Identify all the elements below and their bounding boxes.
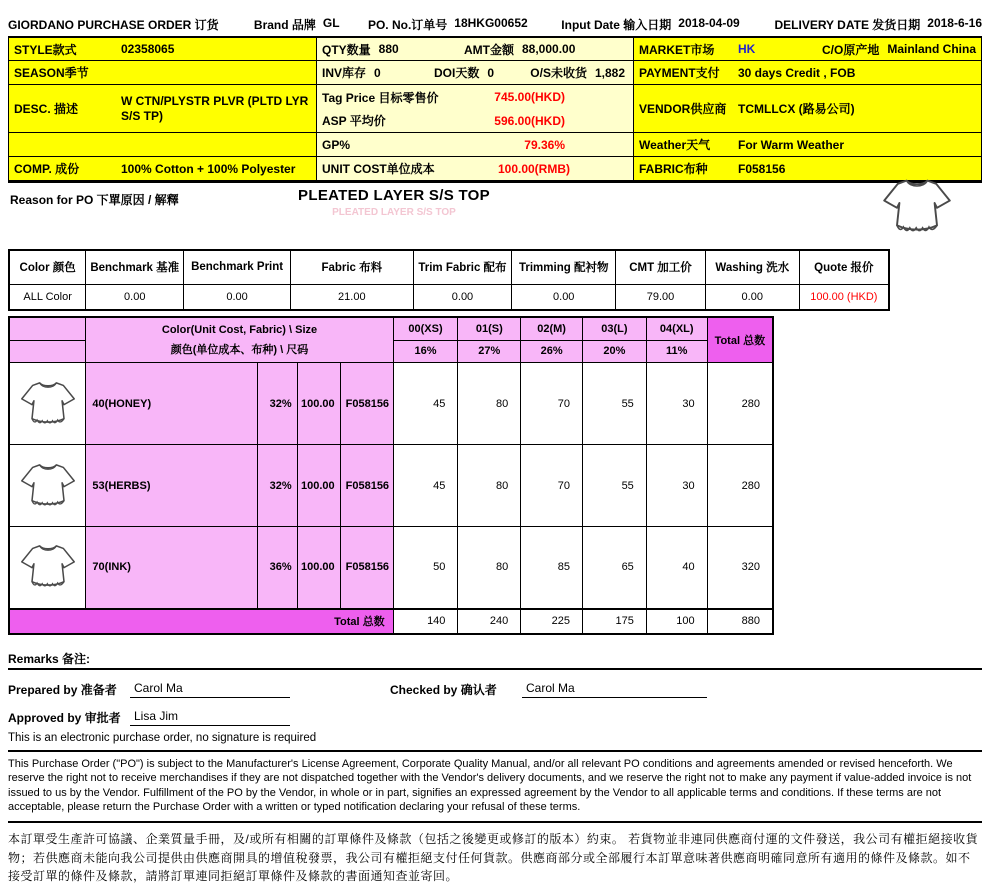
qty-xl: 30: [646, 445, 707, 527]
doi-value: 0: [487, 65, 495, 80]
washing-value: 0.00: [705, 284, 799, 310]
quote-color-cell: ALL Color: [9, 284, 86, 310]
qty-amt-cell: [316, 38, 634, 61]
delivery-date-value: 2018-6-16: [927, 15, 982, 30]
vendor-value: TCMLLCX (路易公司): [733, 85, 981, 133]
electronic-po-note: This is an electronic purchase order, no signature is required: [8, 731, 317, 744]
qty-xs: 45: [393, 445, 458, 527]
color-pct: 32%: [257, 363, 297, 445]
ratio-m: 26%: [521, 340, 583, 362]
gp-cell: [316, 133, 634, 157]
payment-value: 30 days Credit , FOB: [733, 61, 981, 85]
market-value: HK: [738, 42, 756, 56]
size-header-l: 03(L): [583, 317, 647, 340]
ink-shirt-image: [9, 527, 86, 609]
po-number-label: PO. No.订单号: [367, 17, 448, 32]
unit-cost-label: UNIT COST单位成本: [322, 162, 435, 176]
remarks-label: Remarks 备注:: [8, 651, 91, 666]
honey-shirt-image: [9, 363, 86, 445]
row-total: 280: [707, 445, 773, 527]
herbs-shirt-image: [9, 445, 86, 527]
qty-m: 70: [521, 445, 583, 527]
divider: [8, 821, 982, 823]
amt-value: 88,000.00: [522, 42, 576, 56]
gp-label: GP%: [322, 137, 351, 152]
checked-by-value: Carol Ma: [522, 681, 707, 698]
product-title-ghost: PLEATED LAYER S/S TOP: [332, 207, 456, 218]
divider: [8, 750, 982, 752]
asp-label: ASP 平均价: [322, 114, 386, 128]
empty-yellow-cell: [9, 133, 316, 157]
qty-xl: 40: [646, 527, 707, 609]
market-co-cell: [733, 38, 981, 61]
amt-label: AMT金额: [464, 42, 514, 57]
color-name: 70(INK): [86, 527, 257, 609]
tshirt-sketch-icon: [16, 541, 80, 593]
co-label: C/O原产地: [821, 42, 880, 57]
weather-label: Weather天气: [634, 133, 733, 157]
trim-fabric-value: 0.00: [413, 284, 512, 310]
color-size-header-zh: 颜色(单位成本、布种) \ 尺码: [170, 344, 309, 356]
grand-total: 880: [707, 609, 773, 634]
qty-l: 55: [583, 445, 647, 527]
row-total: 280: [707, 363, 773, 445]
color-fabric: F058156: [340, 527, 393, 609]
total-column-header: Total 总数: [707, 317, 773, 363]
prepared-by-value: Carol Ma: [130, 681, 290, 698]
approved-row: [8, 700, 982, 726]
fabric-label: FABRIC布种: [634, 157, 733, 181]
image-column-header: [9, 317, 86, 340]
size-header-s: 01(S): [458, 317, 521, 340]
qty-l: 55: [583, 363, 647, 445]
document-header: [8, 12, 982, 36]
image-column-subheader: [9, 340, 86, 362]
delivery-date-label: DELIVERY DATE 发货日期: [774, 17, 921, 32]
size-breakdown-table: [8, 316, 774, 635]
qty-m: 70: [521, 363, 583, 445]
tshirt-sketch-icon: [876, 175, 958, 239]
ratio-s: 27%: [458, 340, 521, 362]
comp-value: 100% Cotton + 100% Polyester: [116, 157, 316, 181]
brand-value: GL: [322, 15, 340, 30]
col-header-trimming: Trimming 配衬物: [512, 250, 616, 284]
col-header-trim-fabric: Trim Fabric 配布: [413, 250, 512, 284]
ratio-xs: 16%: [393, 340, 458, 362]
qty-s: 80: [458, 363, 521, 445]
vendor-label: VENDOR供应商: [634, 85, 733, 133]
color-unit-cost: 100.00: [297, 363, 340, 445]
ratio-xl: 11%: [646, 340, 707, 362]
color-size-header: [86, 317, 393, 363]
color-row-honey: [9, 363, 773, 445]
asp-cell: [316, 109, 634, 133]
total-s: 240: [458, 609, 521, 634]
color-name: 40(HONEY): [86, 363, 257, 445]
total-xl: 100: [646, 609, 707, 634]
gp-value: 79.36%: [524, 137, 565, 152]
color-size-header-en: Color(Unit Cost, Fabric) \ Size: [161, 324, 318, 336]
divider: [8, 668, 982, 670]
fabric-value: F058156: [733, 157, 981, 181]
qty-xs: 45: [393, 363, 458, 445]
size-header-xl: 04(XL): [646, 317, 707, 340]
qty-xl: 30: [646, 363, 707, 445]
size-header-xs: 00(XS): [393, 317, 458, 340]
color-row-ink: [9, 527, 773, 609]
qty-value: 880: [378, 42, 399, 56]
unit-cost-value: 100.00(RMB): [497, 161, 570, 176]
order-info-grid: [8, 36, 982, 183]
style-value: 02358065: [116, 38, 316, 61]
comp-label: COMP. 成份: [9, 157, 116, 181]
tshirt-sketch-icon: [16, 378, 80, 430]
qty-s: 80: [458, 445, 521, 527]
desc-value: W CTN/PLYSTR PLVR (PLTD LYR S/S TP): [116, 85, 316, 133]
totals-row: [9, 609, 773, 634]
brand-label: Brand 品牌: [253, 17, 316, 32]
reason-for-po-label: Reason for PO 下單原因 / 解釋: [10, 193, 179, 207]
size-header-row-1: [9, 317, 773, 340]
col-header-quote: Quote 报价: [799, 250, 889, 284]
desc-label: DESC. 描述: [9, 85, 116, 133]
asp-value: 596.00(HKD): [494, 113, 565, 128]
quote-value: 100.00 (HKD): [799, 284, 889, 310]
season-label: SEASON季节: [9, 61, 316, 85]
tag-price-label: Tag Price 目标零售价: [322, 90, 439, 105]
approved-by-value: Lisa Jim: [130, 709, 290, 726]
style-label: STYLE款式: [9, 38, 116, 61]
col-header-benchmark-print: Benchmark Print: [184, 250, 291, 284]
prepared-checked-row: [8, 672, 982, 698]
row-total: 320: [707, 527, 773, 609]
po-number-value: 18HKG00652: [454, 15, 528, 30]
input-date-label: Input Date 输入日期: [561, 17, 672, 32]
trimming-value: 0.00: [512, 284, 616, 310]
terms-chinese: 本訂單受生產許可協議、企業質量手冊，及/或所有相關的訂單條件及條款（包括之後變更或修訂的版本）約束。 若貨物並非連同供應商付運的文件發送，我公司有權拒絕接收貨物；若供應商未能向我公司提供由供應商開具的增值稅發票，我公司有權拒絕支付任何貨款。供應商部分或全部履行本訂單意味著供應商明確同意所有適用的條件及條款。如不接受訂單的條件及條款，請將訂單連同拒絕訂單條件及條款的書面通知查並寄回。: [8, 832, 979, 884]
reason-row: [8, 183, 982, 249]
col-header-washing: Washing 洗水: [705, 250, 799, 284]
totals-label: Total 总数: [9, 609, 393, 634]
tshirt-sketch-icon: [16, 460, 80, 512]
tag-price-value: 745.00(HKD): [494, 90, 565, 104]
cmt-value: 79.00: [616, 284, 706, 310]
tag-price-cell: [316, 85, 634, 109]
quote-header-row: [9, 250, 889, 284]
total-xs: 140: [393, 609, 458, 634]
benchmark-value: 0.00: [86, 284, 184, 310]
color-row-herbs: [9, 445, 773, 527]
color-fabric: F058156: [340, 445, 393, 527]
col-header-fabric: Fabric 布料: [290, 250, 413, 284]
col-header-benchmark: Benchmark 基准: [86, 250, 184, 284]
quote-table: [8, 249, 890, 311]
qty-label: QTY数量: [322, 42, 371, 57]
weather-value: For Warm Weather: [733, 133, 981, 157]
inv-label: INV库存: [322, 66, 367, 80]
prepared-by-label: Prepared by 准备者: [8, 682, 117, 697]
document-title: GIORDANO PURCHASE ORDER 订货: [8, 17, 219, 32]
co-value: Mainland China: [887, 42, 976, 56]
qty-xs: 50: [393, 527, 458, 609]
os-label: O/S未收货: [530, 66, 587, 80]
total-l: 175: [583, 609, 647, 634]
color-unit-cost: 100.00: [297, 527, 340, 609]
unit-cost-cell: [316, 157, 634, 181]
fabric-cost-value: 21.00: [290, 284, 413, 310]
color-name: 53(HERBS): [86, 445, 257, 527]
size-header-m: 02(M): [521, 317, 583, 340]
os-value: 1,882: [594, 65, 625, 80]
qty-s: 80: [458, 527, 521, 609]
inventory-cell: [316, 61, 634, 85]
inv-value: 0: [374, 65, 381, 80]
terms-english: This Purchase Order ("PO") is subject to the Manufacturer's License Agreement, Corporate Quality Manual, and/or all relevant PO conditions and agreements amended or revised henceforth. We reserve the right not to receive merchandises if they are not dispatched together with the Vendor's delivery documents, and we reserve the right not to make any payment if value-added invoice is not issued to us by the Vendor. Fulfillment of the PO by the Vendor, in whole or in part, signifies an expressed agreement by the Vendor to all applicable terms and conditions. If these terms are not acceptable, please return the Purchase Order with a written or typed notification declaring your refusal of these terms.: [8, 757, 972, 814]
input-date-value: 2018-04-09: [678, 15, 740, 30]
qty-m: 85: [521, 527, 583, 609]
total-m: 225: [521, 609, 583, 634]
market-label: MARKET市场: [634, 38, 733, 61]
checked-by-label: Checked by 确认者: [390, 682, 497, 697]
color-unit-cost: 100.00: [297, 445, 340, 527]
benchmark-print-value: 0.00: [184, 284, 291, 310]
doi-label: DOI天数: [434, 66, 480, 80]
quote-data-row: [9, 284, 889, 310]
col-header-color: Color 颜色: [9, 250, 86, 284]
approved-by-label: Approved by 审批者: [8, 710, 121, 725]
color-pct: 32%: [257, 445, 297, 527]
ratio-l: 20%: [583, 340, 647, 362]
color-fabric: F058156: [340, 363, 393, 445]
color-pct: 36%: [257, 527, 297, 609]
product-title: PLEATED LAYER S/S TOP: [298, 187, 490, 204]
col-header-cmt: CMT 加工价: [616, 250, 706, 284]
payment-label: PAYMENT支付: [634, 61, 733, 85]
qty-l: 65: [583, 527, 647, 609]
